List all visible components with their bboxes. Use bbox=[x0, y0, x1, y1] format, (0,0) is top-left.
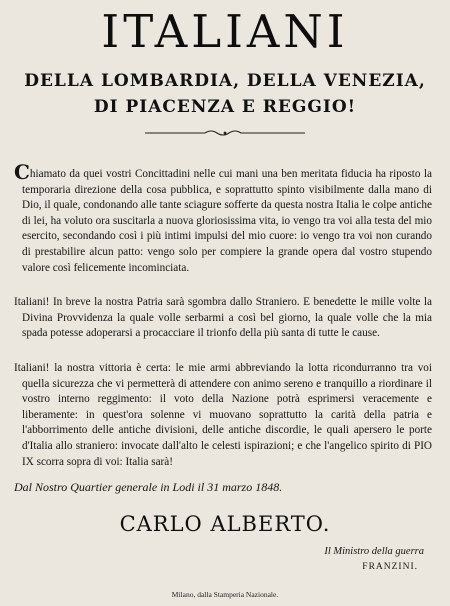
ornament-divider bbox=[143, 128, 307, 138]
minister-name: FRANZINI. bbox=[362, 562, 418, 572]
minister-title: Il Ministro della guerra bbox=[324, 546, 424, 557]
signature: CARLO ALBERTO. bbox=[119, 512, 331, 536]
dateline: Dal Nostro Quartier generale in Lodi il 31 marzo 1848. bbox=[14, 480, 283, 494]
paragraph-1 bbox=[14, 160, 432, 276]
headline: ITALIANI bbox=[101, 5, 349, 58]
paragraph-1-text: hiamato da quei vostri Concittadini nelle cui mani una ben meritata fiducia ha riposto la temporaria direzione della cosa pubblica, e soprattutto spinto visibilmente dalla mano di Dio, il quale, condonando alle tante sciagure sofferte da questa nostra Italia le colpe antiche di lei, ha voluto ora suscitarla a nuova gloriosissima vita, io vengo tra voi alla testa del mio esercito, secondando così i più intimi impulsi del mio cuore: io vengo tra voi non curando di prestabilire alcun patto: vengo solo per compiere la grande opera dal vostro stupendo valore così felicemente incominciata. bbox=[22, 168, 432, 274]
subheadline-line-2: DI PIACENZA E REGGIO! bbox=[93, 97, 357, 117]
paragraph-3 bbox=[14, 361, 432, 470]
printer-footer: Milano, dalla Stamperia Nazionale. bbox=[171, 590, 279, 599]
paragraph-3-text: Italiani! la nostra vittoria è certa: le mie armi abbreviando la lotta ricondurranno tra voi quella sicurezza che vi permetterà di attendere con animo sereno e tranquillo a riordinare il vostro interno reggimento: il voto della Nazione potrà esprimersi veracemente e liberamente: in quest'ora solenne vi muovano soprattutto la carità della patria e l'abborrimento delle antiche divisioni, delle antiche discordie, le quali apersero le porte d'Italia allo straniero: invocate dall'alto le celesti ispirazioni; e che l'angelico spirito di PIO IX scorra sopra di voi: Italia sarà! bbox=[14, 362, 432, 468]
paragraph-2-text: Italiani! In breve la nostra Patria sarà sgombra dallo Straniero. E benedette le mille volte la Divina Provvidenza la quale volle serbarmi a così bel giorno, la quale volle che la mia spada potesse adoperarsi a procacciare il trionfo della più santa di tutte le cause. bbox=[14, 296, 432, 340]
subheadline-line-1: DELLA LOMBARDIA, DELLA VENEZIA, bbox=[24, 71, 426, 91]
paragraph-2 bbox=[14, 295, 432, 342]
dropcap-initial: C bbox=[14, 160, 30, 184]
